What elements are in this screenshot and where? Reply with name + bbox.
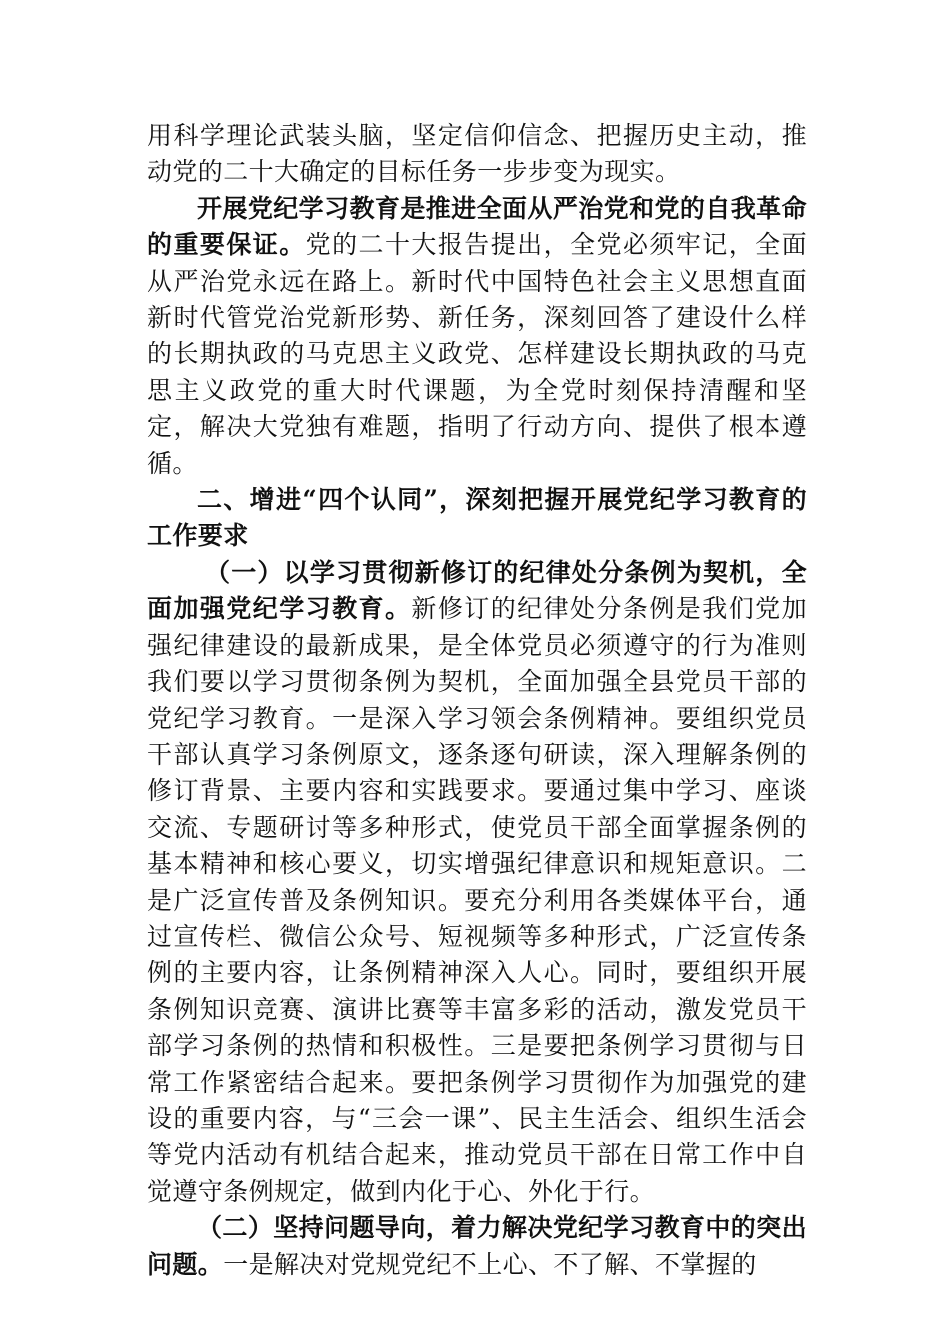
paragraph-lead-sentence: 开展党纪学习教育是推进全面从严治党和党的自我革命的重要保证。: [147, 193, 807, 260]
section-heading-2: 二、增进“四个认同”，深刻把握开展党纪学习教育的工作要求: [147, 485, 807, 551]
paragraph-text: 用科学理论武装头脑，坚定信仰信念、把握历史主动，推动党的二十大确定的目标任务一步步变为现实。: [147, 121, 807, 187]
paragraph-guarantee: [147, 191, 807, 482]
paragraph-text: 一是解决对党规党纪不上心、不了解、不掌握的: [223, 1249, 757, 1279]
paragraph-continuation: [147, 118, 807, 191]
document-page: [147, 118, 807, 1328]
paragraph-item-1: [147, 555, 807, 1210]
paragraph-text: 新修订的纪律处分条例是我们党加强纪律建设的最新成果，是全体党员必须遵守的行为准则我们要以学习贯彻条例为契机，全面加强全县党员干部的党纪学习教育。一是深入学习领会条例精神。要组织党员干部认真学习条例原文，逐条逐句研读，深入理解条例的修订背景、主要内容和实践要求。要通过集中学习、座谈交流、专题研讨等多种形式，使党员干部全面掌握条例的基本精神和核心要义，切实增强纪律意识和规矩意识。二是广泛宣传普及条例知识。要充分利用各类媒体平台，通过宣传栏、微信公众号、短视频等多种形式，广泛宣传条例的主要内容，让条例精神深入人心。同时，要组织开展条例知识竞赛、演讲比赛等丰富多彩的活动，激发党员干部学习条例的热情和积极性。三是要把条例学习贯彻与日常工作紧密结合起来。要把条例学习贯彻作为加强党的建设的重要内容，与“三会一课”、民主生活会、组织生活会等党内活动有机结合起来，推动党员干部在日常工作中自觉遵守条例规定，做到内化于心、外化于行。: [147, 594, 807, 1206]
item-1-lead: （一）以学习贯彻新修订的纪律处分条例为契机，全面加强党纪学习教育。: [147, 557, 807, 624]
paragraph-text: 党的二十大报告提出，全党必须牢记，全面从严治党永远在路上。新时代中国特色社会主义思想直面新时代管党治党新形势、新任务，深刻回答了建设什么样的长期执政的马克思主义政党、怎样建设长期执政的马克思主义政党的重大时代课题，为全党时刻保持清醒和坚定，解决大党独有难题，指明了行动方向、提供了根本遵循。: [147, 230, 807, 478]
item-2-lead: （二）坚持问题导向，着力解决党纪学习教育中的突出问题。: [147, 1213, 807, 1279]
paragraph-item-2: [147, 1210, 807, 1283]
